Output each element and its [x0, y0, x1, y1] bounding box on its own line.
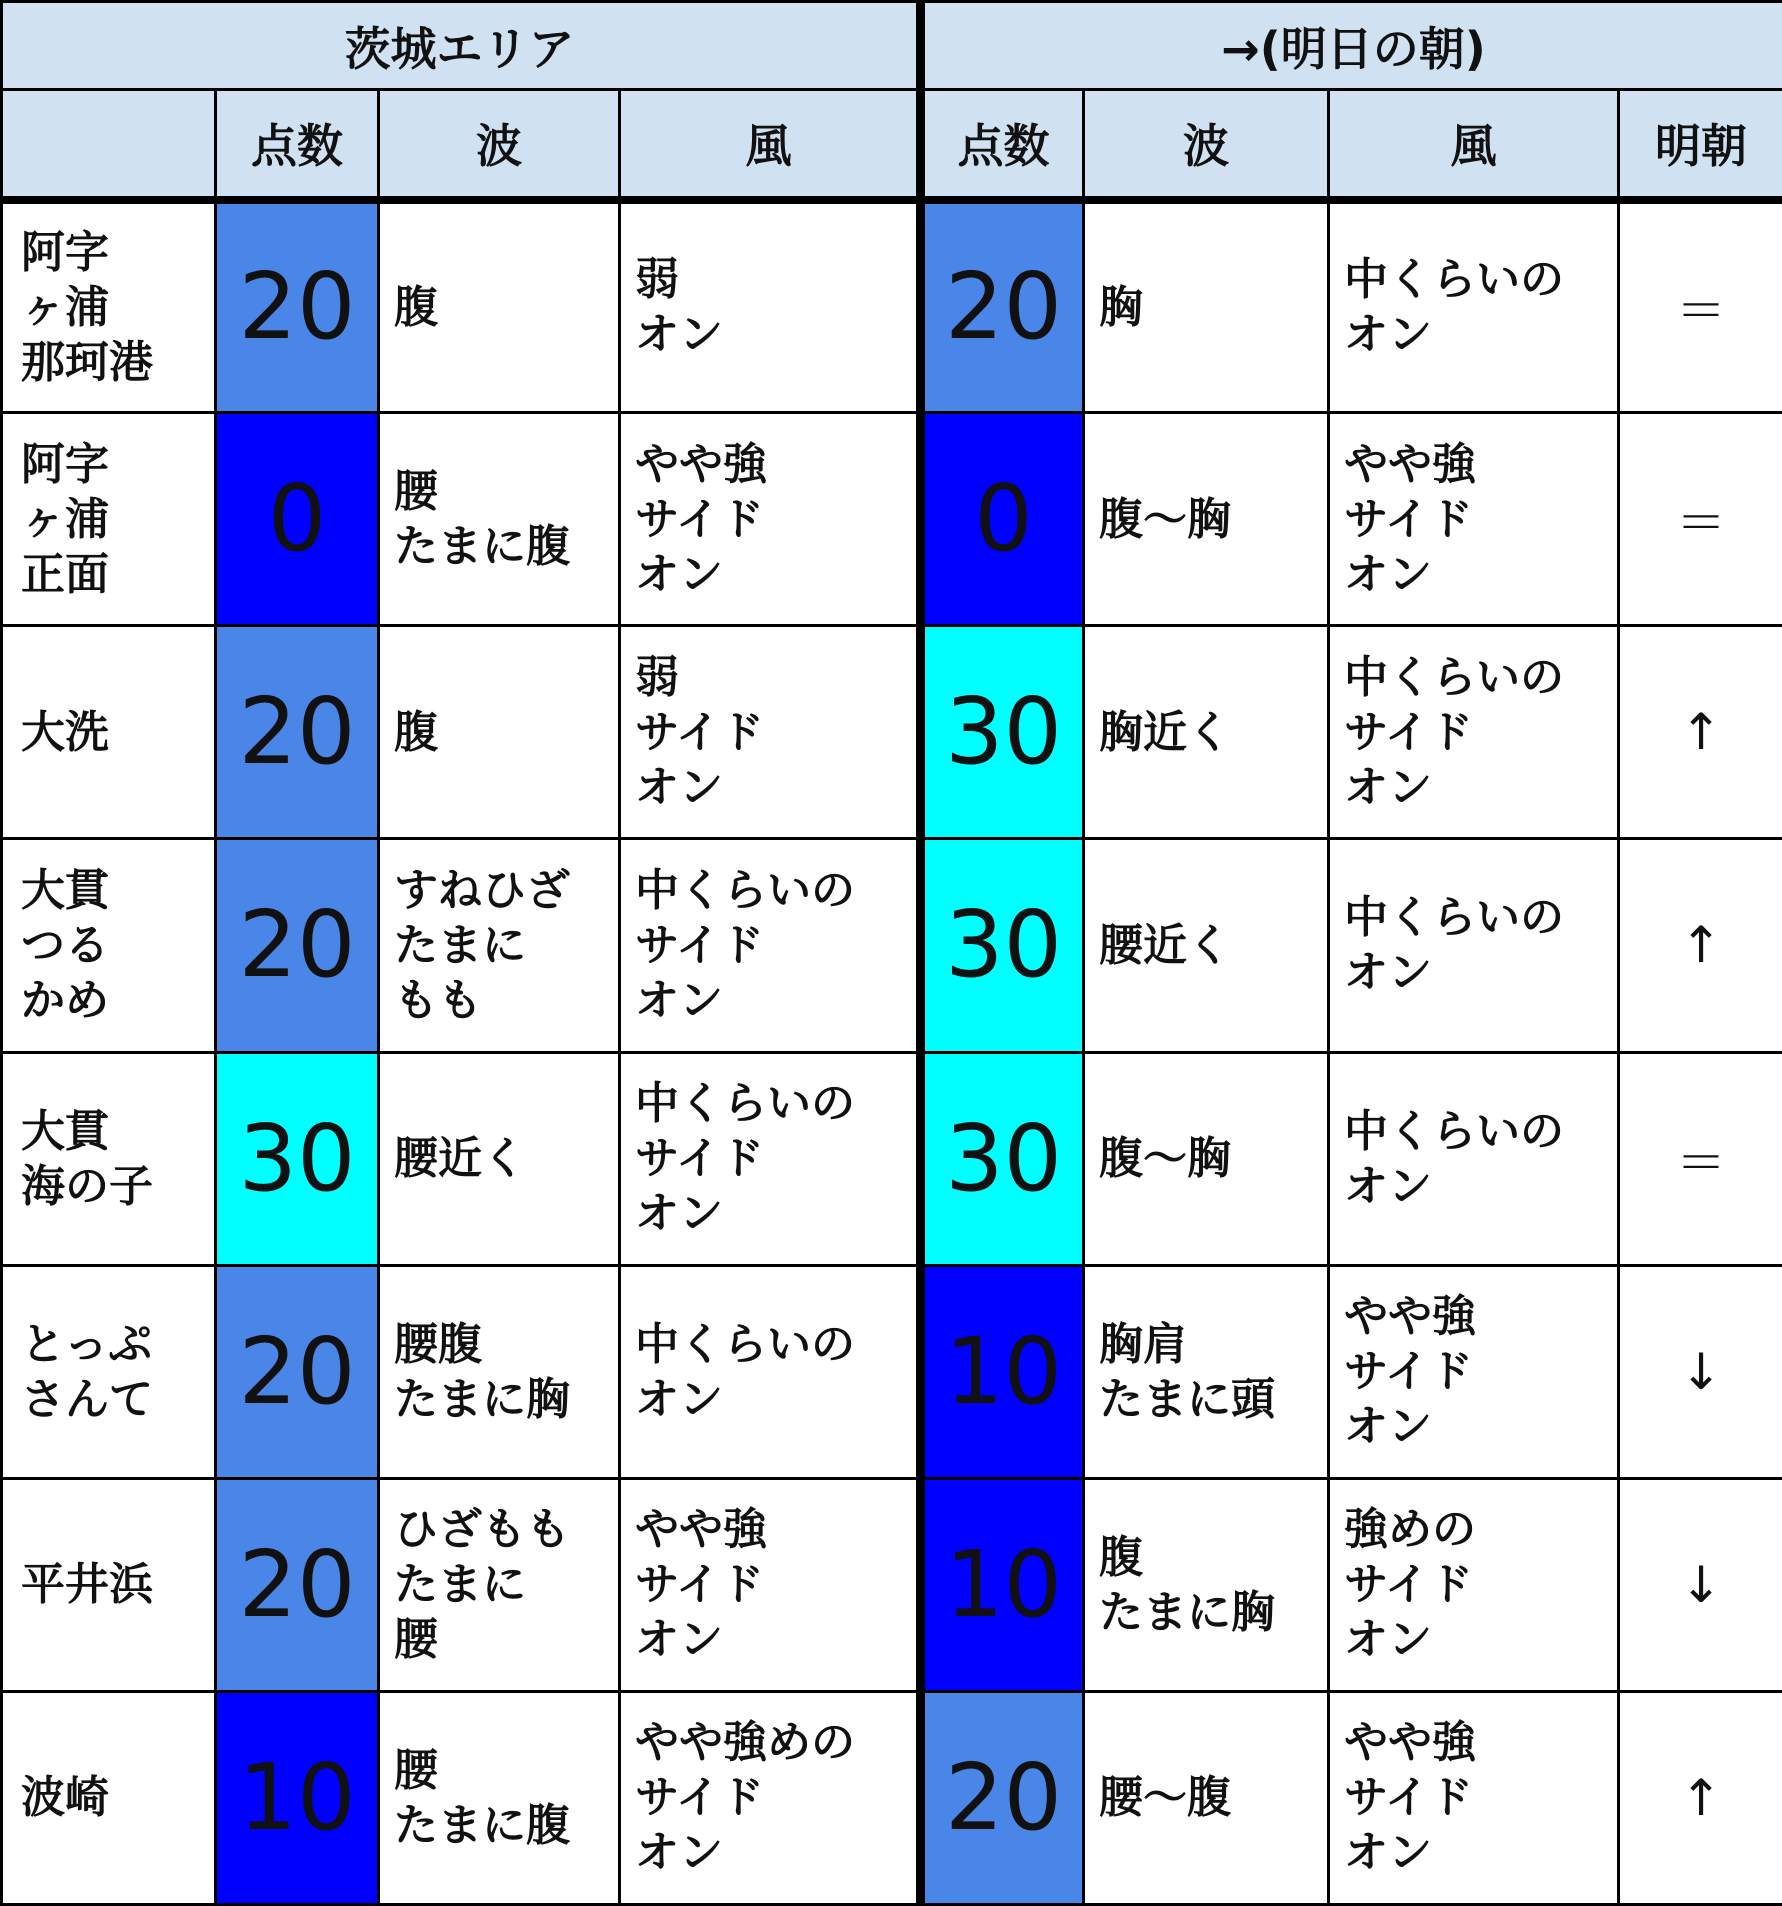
today-wave: 腹 — [379, 626, 620, 839]
trend-indicator: ↑ — [1619, 1691, 1782, 1904]
table-row — [2, 200, 1782, 413]
spot-name: 大貫 つる かめ — [2, 839, 216, 1052]
tomorrow-wind: やや強 サイド オン — [1329, 413, 1619, 626]
today-score: 20 — [216, 1265, 379, 1478]
area-title: 茨城エリア — [2, 2, 921, 90]
tomorrow-wave: 腰～腹 — [1084, 1691, 1329, 1904]
today-wind: 弱 オン — [620, 200, 921, 413]
spot-header — [2, 90, 216, 200]
today-score: 30 — [216, 1052, 379, 1265]
spot-name: 波崎 — [2, 1691, 216, 1904]
spot-name: とっぷ さんて — [2, 1265, 216, 1478]
tomorrow-score: 10 — [921, 1265, 1084, 1478]
tomorrow-wind: 中くらいの オン — [1329, 839, 1619, 1052]
tomorrow-wave: 腹 たまに胸 — [1084, 1478, 1329, 1691]
today-wave: ひざもも たまに 腰 — [379, 1478, 620, 1691]
tomorrow-score: 10 — [921, 1478, 1084, 1691]
wind-header: 風 — [620, 90, 921, 200]
tomorrow-wind: 強めの サイド オン — [1329, 1478, 1619, 1691]
today-wave: すねひざ たまに もも — [379, 839, 620, 1052]
today-wind: やや強めの サイド オン — [620, 1691, 921, 1904]
trend-indicator: ↓ — [1619, 1265, 1782, 1478]
table-row — [2, 1478, 1782, 1691]
tomorrow-wind-header: 風 — [1329, 90, 1619, 200]
today-wave: 腹 — [379, 200, 620, 413]
group-header-row — [2, 2, 1782, 90]
wave-header: 波 — [379, 90, 620, 200]
today-wave: 腰 たまに腹 — [379, 1691, 620, 1904]
today-wave: 腰近く — [379, 1052, 620, 1265]
tomorrow-wind: やや強 サイド オン — [1329, 1265, 1619, 1478]
table-row — [2, 839, 1782, 1052]
tomorrow-score-header: 点数 — [921, 90, 1084, 200]
tomorrow-wave: 胸 — [1084, 200, 1329, 413]
tomorrow-wave: 腰近く — [1084, 839, 1329, 1052]
tomorrow-wind: 中くらいの オン — [1329, 1052, 1619, 1265]
score-header: 点数 — [216, 90, 379, 200]
today-wind: やや強 サイド オン — [620, 413, 921, 626]
today-wave: 腰腹 たまに胸 — [379, 1265, 620, 1478]
trend-indicator: ＝ — [1619, 1052, 1782, 1265]
table-row — [2, 413, 1782, 626]
trend-indicator: ＝ — [1619, 200, 1782, 413]
today-wind: 中くらいの サイド オン — [620, 839, 921, 1052]
spot-name: 大洗 — [2, 626, 216, 839]
today-wind: 弱 サイド オン — [620, 626, 921, 839]
today-score: 20 — [216, 839, 379, 1052]
trend-indicator: ↑ — [1619, 626, 1782, 839]
tomorrow-score: 30 — [921, 1052, 1084, 1265]
tomorrow-wave: 胸肩 たまに頭 — [1084, 1265, 1329, 1478]
trend-indicator: ↓ — [1619, 1478, 1782, 1691]
table-row — [2, 1265, 1782, 1478]
today-wind: 中くらいの サイド オン — [620, 1052, 921, 1265]
today-wave: 腰 たまに腹 — [379, 413, 620, 626]
tomorrow-score: 30 — [921, 839, 1084, 1052]
tomorrow-wind: 中くらいの サイド オン — [1329, 626, 1619, 839]
today-wind: やや強 サイド オン — [620, 1478, 921, 1691]
today-score: 0 — [216, 413, 379, 626]
table-row — [2, 1052, 1782, 1265]
trend-header: 明朝 — [1619, 90, 1782, 200]
spot-name: 阿字 ヶ浦 那珂港 — [2, 200, 216, 413]
today-wind: 中くらいの オン — [620, 1265, 921, 1478]
tomorrow-title: →(明日の朝) — [921, 2, 1782, 90]
spot-name: 大貫 海の子 — [2, 1052, 216, 1265]
today-score: 20 — [216, 626, 379, 839]
tomorrow-score: 0 — [921, 413, 1084, 626]
tomorrow-wave: 胸近く — [1084, 626, 1329, 839]
tomorrow-wave-header: 波 — [1084, 90, 1329, 200]
today-score: 20 — [216, 1478, 379, 1691]
table-row — [2, 626, 1782, 839]
tomorrow-wind: やや強 サイド オン — [1329, 1691, 1619, 1904]
spot-name: 阿字 ヶ浦 正面 — [2, 413, 216, 626]
today-score: 10 — [216, 1691, 379, 1904]
tomorrow-score: 20 — [921, 200, 1084, 413]
trend-indicator: ↑ — [1619, 839, 1782, 1052]
spot-name: 平井浜 — [2, 1478, 216, 1691]
column-header-row — [2, 90, 1782, 200]
trend-indicator: ＝ — [1619, 413, 1782, 626]
tomorrow-score: 20 — [921, 1691, 1084, 1904]
tomorrow-score: 30 — [921, 626, 1084, 839]
tomorrow-wave: 腹～胸 — [1084, 413, 1329, 626]
tomorrow-wave: 腹～胸 — [1084, 1052, 1329, 1265]
tomorrow-wind: 中くらいの オン — [1329, 200, 1619, 413]
today-score: 20 — [216, 200, 379, 413]
table-row — [2, 1691, 1782, 1904]
